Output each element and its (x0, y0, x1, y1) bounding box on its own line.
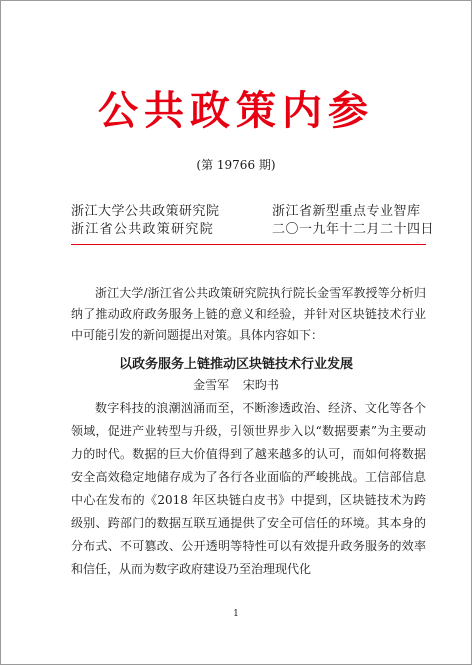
publication-title: 公共政策内参 (98, 88, 374, 134)
page-number: 1 (233, 609, 239, 619)
publication-date: 二〇一九年十二月二十四日 (272, 222, 435, 237)
intro-paragraph: 浙江大学/浙江省公共政策研究院执行院长金雪军教授等分析归纳了推动政府政务服务上链的意义和经验，并针对区块链技术行业中可能引发的新问题提出对策。具体内容如下： (71, 286, 426, 342)
article-body: 数字科技的浪潮汹涌而至，不断渗透政治、经济、文化等各个领域，促进产业转型与升级，引领世界步入以“数据要素”为主要动力的时代。数据的巨大价值得到了越来越多的认可，而如何将数据安全高效稳定地储存成为了各行各业面临的严峻挑战。工信部信息中心在发布的《2018 年区块链白皮书》中提到，区块链技术为跨级别、跨部门的数据互联互通提供了安全可信任的环境。其本身的分布式、不可篡改、公开透明等特性可以有效提升政务服务的效率和信任，从而为数字政府建设乃至治理现代化 (71, 401, 426, 576)
org-name-primary: 浙江大学公共政策研究院 (71, 204, 220, 219)
article-title: 以政务服务上链推动区块链技术行业发展 (118, 357, 353, 372)
issue-number: (第 19766 期) (196, 158, 276, 172)
org-name-secondary: 浙江省公共政策研究院 (71, 222, 215, 237)
header-divider (71, 244, 426, 245)
think-tank-label: 浙江省新型重点专业智库 (272, 204, 421, 219)
article-authors: 金雪军 宋昀书 (193, 378, 279, 392)
